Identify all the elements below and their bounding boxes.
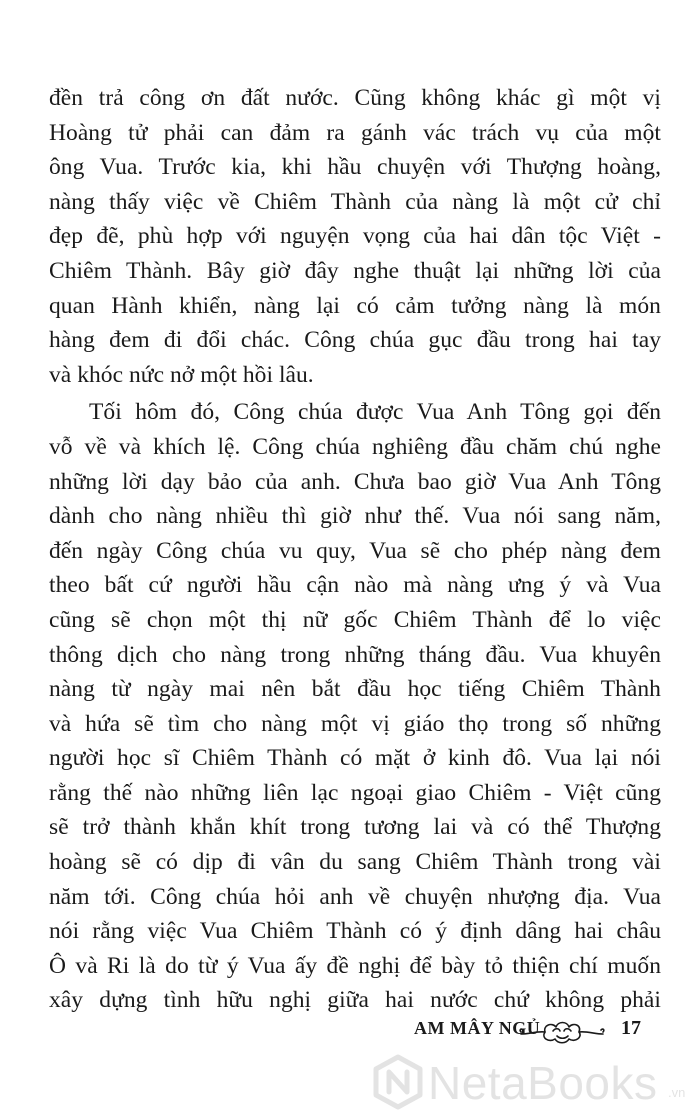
text-line: rằng thế nào những liên lạc ngoại giao Chiêm - Việt cũng (49, 779, 661, 806)
watermark-brand: NetaBooks (428, 1057, 658, 1109)
text-line: Chiêm Thành. Bây giờ đây nghe thuật lại những lời của (49, 257, 661, 284)
text-line: đền trả công ơn đất nước. Cũng không khác gì một vị (49, 85, 661, 111)
page-number: 17 (621, 1017, 641, 1039)
watermark-suffix: .vn (668, 1085, 686, 1100)
watermark (372, 1052, 698, 1114)
text-line: đẹp đẽ, phù hợp với nguyện vọng của hai dân tộc Việt - (49, 223, 661, 250)
paragraph-2 (49, 395, 661, 1018)
paragraph-1 (49, 81, 661, 392)
text-line: Ô và Ri là do từ ý Vua ấy đề nghị để bày tỏ thiện chí muốn (49, 952, 661, 979)
netabooks-logo-icon (372, 1054, 424, 1110)
text-line: năm tới. Công chúa hỏi anh về chuyện nhượng địa. Vua (49, 883, 661, 910)
text-line: nàng từ ngày mai nên bắt đầu học tiếng Chiêm Thành (49, 676, 661, 703)
running-title: AM MÂY NGỦ (414, 1018, 541, 1038)
text-line: và khóc nức nở một hồi lâu. (49, 361, 314, 388)
text-line: dành cho nàng nhiều thì giờ như thế. Vua nói sang năm, (49, 503, 661, 530)
text-line: vỗ về và khích lệ. Công chúa nghiêng đầu chăm chú nghe (49, 433, 661, 460)
text-line: quan Hành khiển, nàng lại có cảm tưởng nàng là món (49, 292, 661, 319)
cloud-ornament-icon (517, 1017, 607, 1047)
page-footer (0, 1015, 700, 1055)
text-line: nói rằng việc Vua Chiêm Thành có ý định dâng hai châu (49, 918, 661, 945)
text-line: xây dựng tình hữu nghị giữa hai nước chứ không phải (49, 987, 661, 1014)
text-line: hàng đem đi đổi chác. Công chúa gục đầu trong hai tay (49, 327, 661, 354)
text-line: Tối hôm đó, Công chúa được Vua Anh Tông gọi đến (89, 399, 661, 426)
text-line: cũng sẽ chọn một thị nữ gốc Chiêm Thành để lo việc (49, 606, 661, 633)
text-line: Hoàng tử phải can đảm ra gánh vác trách vụ của một (49, 119, 661, 146)
text-line: hoàng sẽ có dịp đi vân du sang Chiêm Thành trong vài (49, 849, 661, 876)
text-line: theo bất cứ người hầu cận nào mà nàng ưng ý và Vua (49, 572, 661, 599)
text-line: người học sĩ Chiêm Thành có mặt ở kinh đô. Vua lại nói (49, 745, 661, 772)
text-line: sẽ trở thành khắn khít trong tương lai và có thể Thượng (49, 814, 661, 841)
body-text (49, 81, 661, 1018)
text-line: những lời dạy bảo của anh. Chưa bao giờ Vua Anh Tông (49, 468, 661, 495)
text-line: và hứa sẽ tìm cho nàng một vị giáo thọ trong số những (49, 710, 661, 737)
text-line: thông dịch cho nàng trong những tháng đầu. Vua khuyên (49, 641, 661, 668)
text-line: nàng thấy việc về Chiêm Thành của nàng là một cử chỉ (49, 188, 661, 215)
text-line: ông Vua. Trước kia, khi hầu chuyện với Thượng hoàng, (49, 154, 661, 181)
text-line: đến ngày Công chúa vu quy, Vua sẽ cho phép nàng đem (49, 537, 661, 564)
